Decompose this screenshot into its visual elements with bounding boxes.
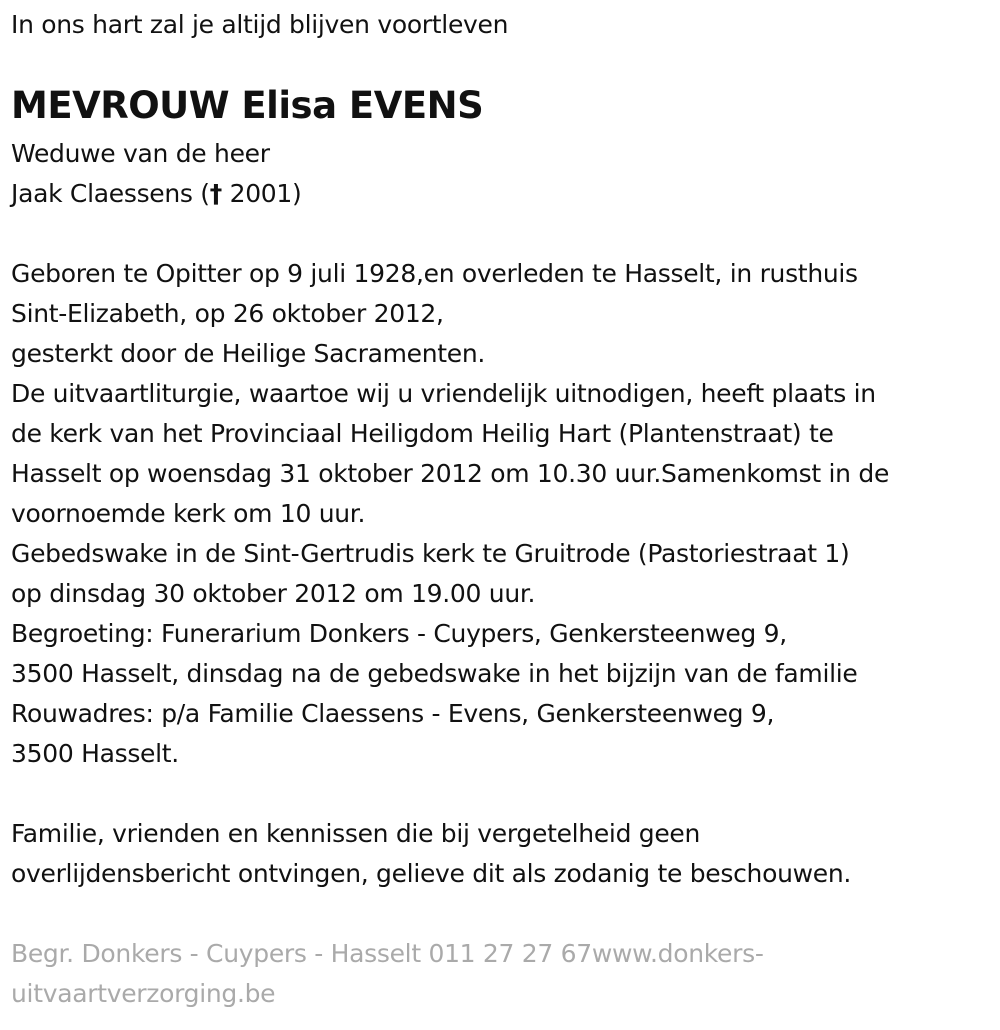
spouse-line-2 <box>11 174 301 214</box>
details-line: Begroeting: Funerarium Donkers - Cuypers, Genkersteenweg 9, <box>11 619 787 648</box>
deceased-name: MEVROUW Elisa EVENS <box>11 84 484 127</box>
details-line: de kerk van het Provinciaal Heiligdom Heilig Hart (Plantenstraat) te <box>11 419 834 448</box>
spouse-death-year: 2001) <box>221 179 302 208</box>
details-line: Geboren te Opitter op 9 juli 1928,en overleden te Hasselt, in rusthuis <box>11 259 858 288</box>
footer-line: Begr. Donkers - Cuypers - Hasselt 011 27 27 67www.donkers- <box>11 939 764 968</box>
spouse-name: Jaak Claessens ( <box>11 179 210 208</box>
spouse-block <box>11 134 301 214</box>
cross-icon: † <box>209 179 222 208</box>
details-line: Hasselt op woensdag 31 oktober 2012 om 10.30 uur.Samenkomst in de <box>11 459 890 488</box>
footer-line: uitvaartverzorging.be <box>11 979 276 1008</box>
notice-line: overlijdensbericht ontvingen, gelieve dit als zodanig te beschouwen. <box>11 859 852 888</box>
details-line: De uitvaartliturgie, waartoe wij u vriendelijk uitnodigen, heeft plaats in <box>11 379 876 408</box>
details-line: Rouwadres: p/a Familie Claessens - Evens, Genkersteenweg 9, <box>11 699 775 728</box>
details-line: Gebedswake in de Sint-Gertrudis kerk te Gruitrode (Pastoriestraat 1) <box>11 539 850 568</box>
motto: In ons hart zal je altijd blijven voortleven <box>11 10 509 39</box>
details-line: op dinsdag 30 oktober 2012 om 19.00 uur. <box>11 579 536 608</box>
notice-line: Familie, vrienden en kennissen die bij vergetelheid geen <box>11 819 701 848</box>
funeral-home-footer <box>11 934 764 1014</box>
details-line: gesterkt door de Heilige Sacramenten. <box>11 339 486 368</box>
details-line: 3500 Hasselt. <box>11 739 179 768</box>
spouse-line-1: Weduwe van de heer <box>11 139 270 168</box>
details-block <box>11 254 889 774</box>
details-line: voornoemde kerk om 10 uur. <box>11 499 366 528</box>
details-line: Sint-Elizabeth, op 26 oktober 2012, <box>11 299 444 328</box>
details-line: 3500 Hasselt, dinsdag na de gebedswake in het bijzijn van de familie <box>11 659 858 688</box>
notice-block <box>11 814 851 894</box>
